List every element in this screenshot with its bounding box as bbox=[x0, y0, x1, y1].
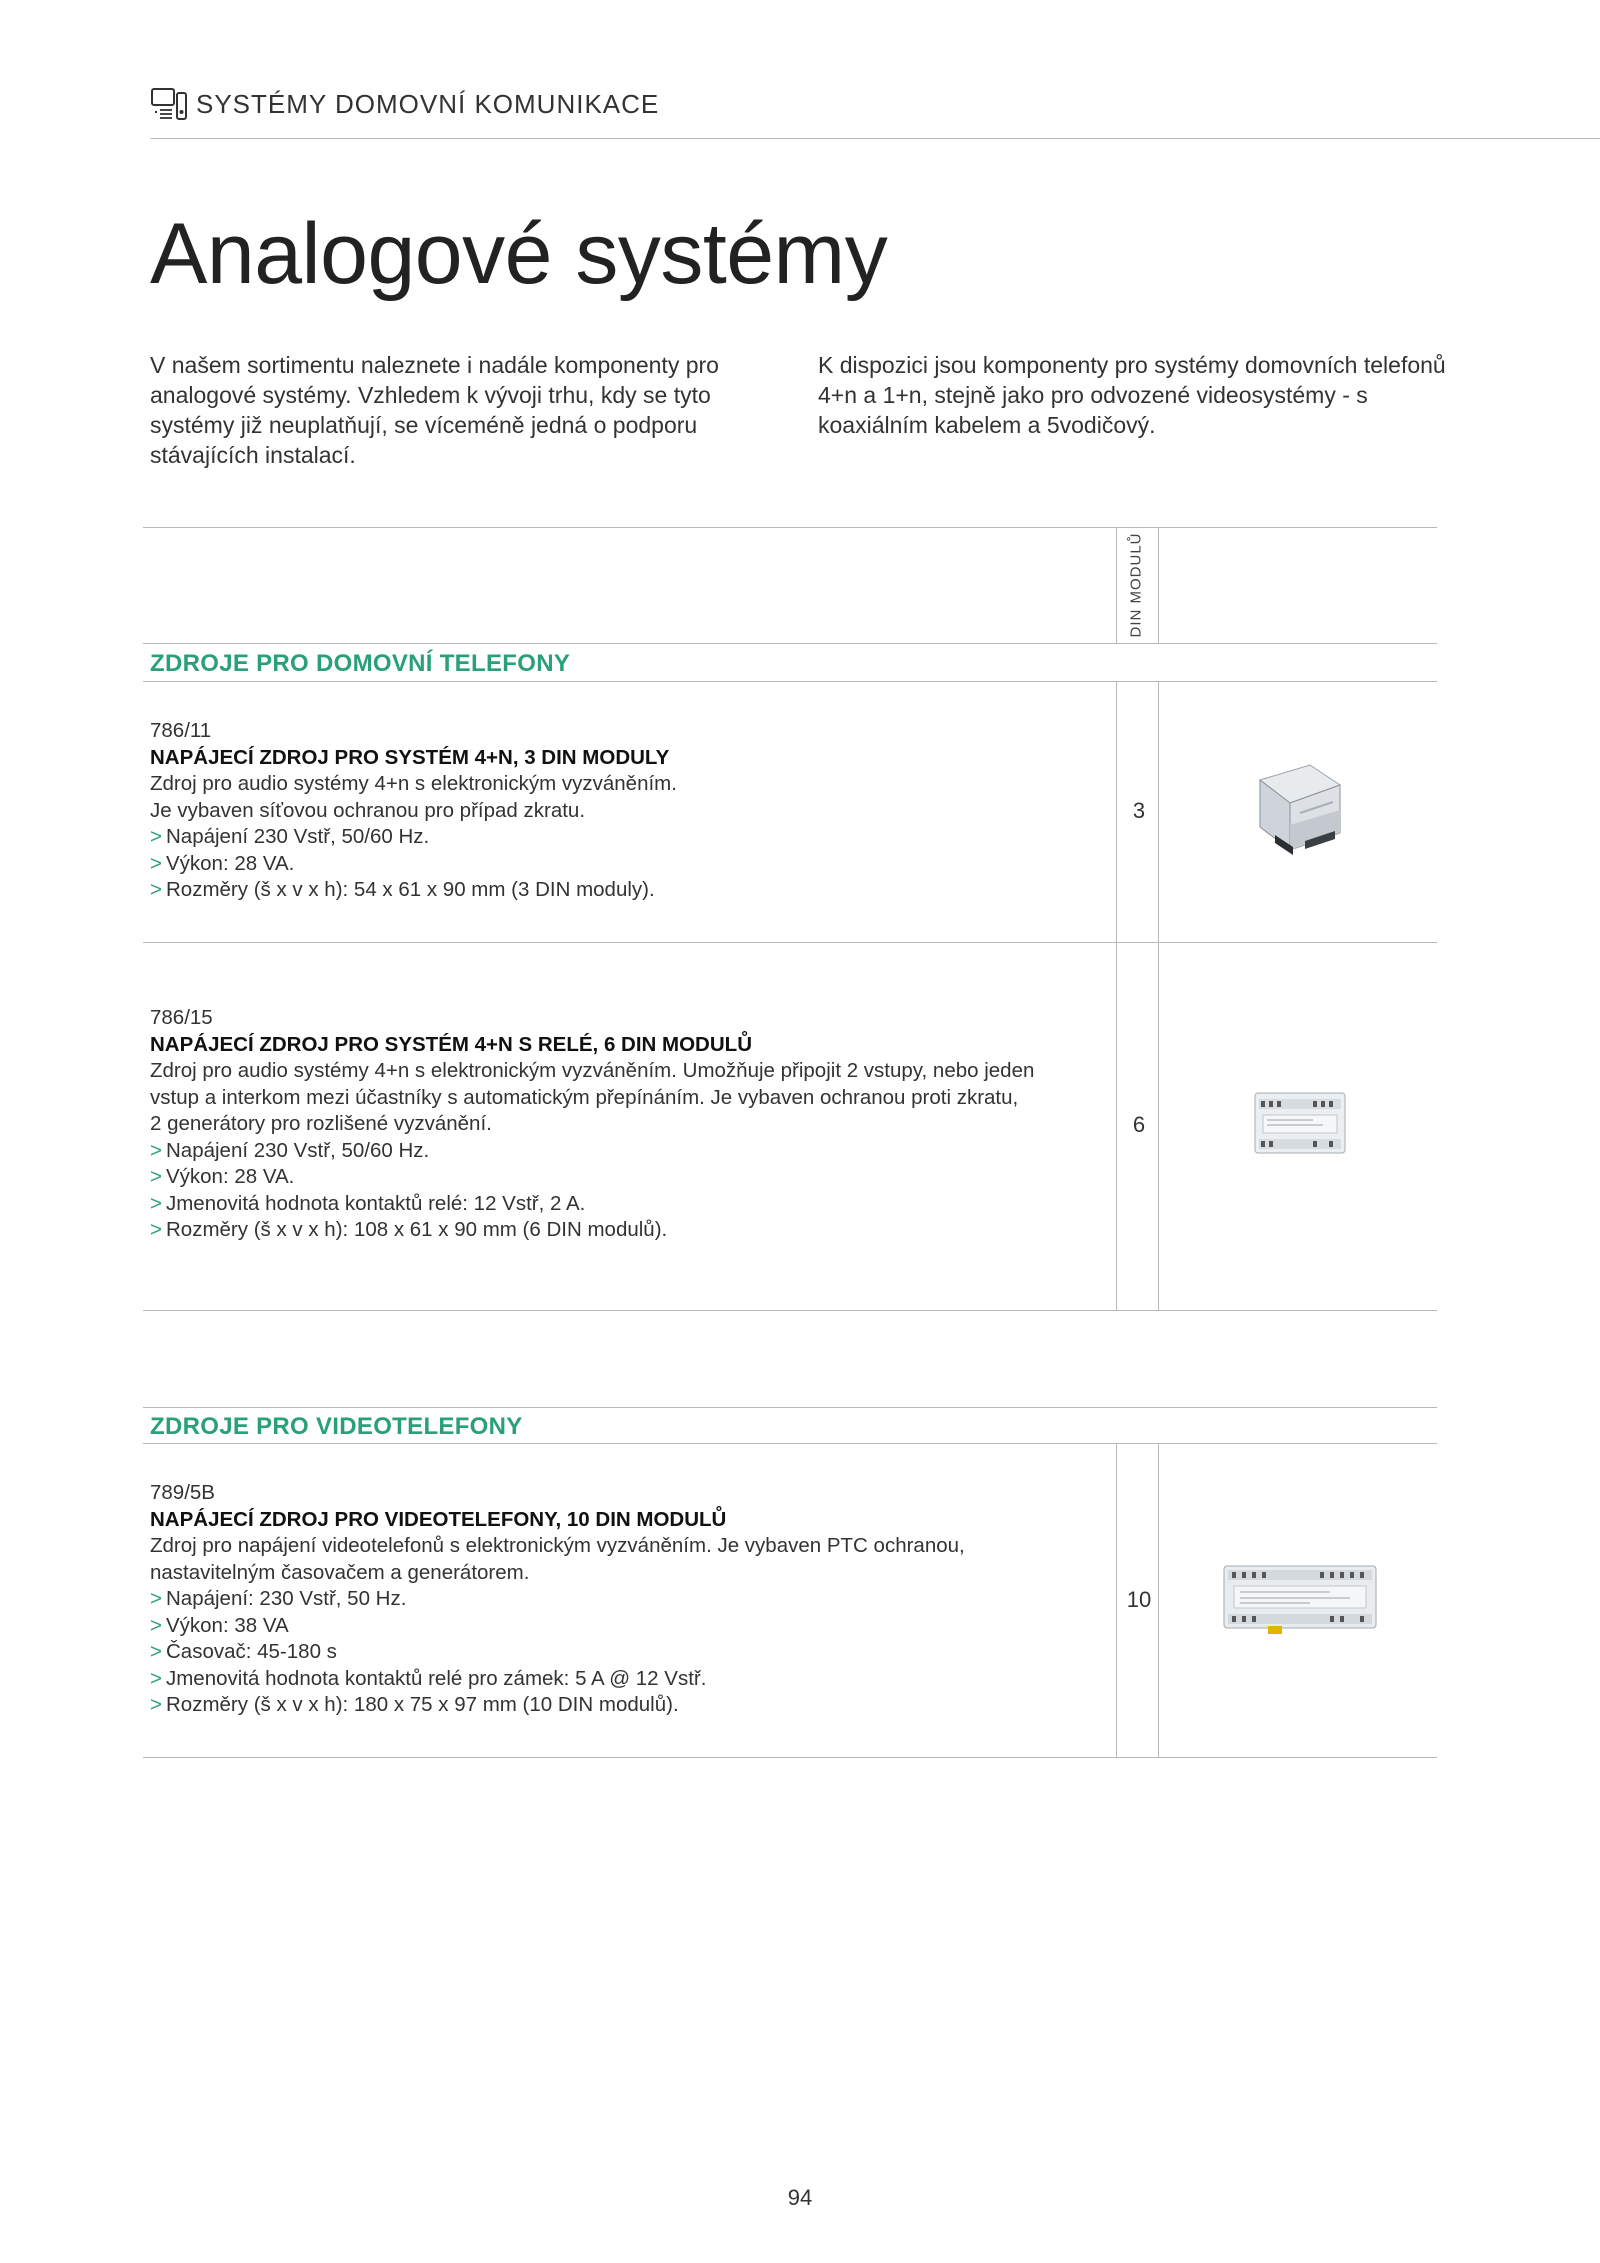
section-title-videophones: ZDROJE PRO VIDEOTELEFONY bbox=[150, 1413, 523, 1440]
spec-list bbox=[150, 824, 1080, 904]
spec-item: > Výkon: 28 VA. bbox=[150, 1165, 295, 1188]
row-1-rule bbox=[143, 942, 1437, 943]
din-count: 6 bbox=[1132, 1112, 1146, 1137]
page-header bbox=[150, 84, 659, 124]
intro-paragraph-left: V našem sortimentu naleznete i nadále komponenty pro analogové systémy. Vzhledem k vývoji trhu, kdy se tyto systémy již neuplatňují, se víceméně jedná o podporu stávajících instalací. bbox=[150, 352, 719, 468]
spec-marker: > bbox=[150, 1640, 162, 1663]
spec-marker: > bbox=[150, 1138, 162, 1162]
product-name: NAPÁJECÍ ZDROJ PRO SYSTÉM 4+N S RELÉ, 6 DIN MODULŮ bbox=[150, 1032, 752, 1056]
spec-marker: > bbox=[150, 1666, 162, 1690]
spec-item: > Rozměry (š x v x h): 180 x 75 x 97 mm (10 DIN modulů). bbox=[150, 1693, 679, 1716]
product-desc-line: 2 generátory pro rozlišené vyzvánění. bbox=[150, 1112, 492, 1135]
product-desc-line: vstup a interkom mezi účastníky s automatickým přepínáním. Je vybaven ochranou proti zkratu, bbox=[150, 1085, 1019, 1109]
spec-marker: > bbox=[150, 1587, 162, 1610]
product-786-11 bbox=[150, 718, 1080, 904]
din-count: 3 bbox=[1132, 798, 1146, 823]
product-desc-line: nastavitelným časovačem a generátorem. bbox=[150, 1560, 530, 1584]
page-number: 94 bbox=[787, 2185, 813, 2210]
spec-item: > Napájení 230 Vstř, 50/60 Hz. bbox=[150, 825, 430, 848]
table-header-rule bbox=[143, 643, 1437, 644]
product-image-786-15 bbox=[1253, 1087, 1348, 1162]
product-786-15 bbox=[150, 1005, 1080, 1244]
section-1-rule bbox=[143, 681, 1437, 682]
spec-marker: > bbox=[150, 1165, 162, 1188]
product-name: NAPÁJECÍ ZDROJ PRO SYSTÉM 4+N, 3 DIN MODULY bbox=[150, 745, 670, 769]
spec-item: > Jmenovitá hodnota kontaktů relé pro zámek: 5 A @ 12 Vstř. bbox=[150, 1666, 707, 1690]
spec-marker: > bbox=[150, 825, 162, 848]
product-image-786-11 bbox=[1245, 755, 1355, 865]
spec-item: > Rozměry (š x v x h): 108 x 61 x 90 mm (6 DIN modulů). bbox=[150, 1218, 668, 1241]
spec-marker: > bbox=[150, 1218, 162, 1241]
product-code: 786/11 bbox=[150, 719, 212, 742]
intro-paragraph-right: K dispozici jsou komponenty pro systémy domovních telefonů 4+n a 1+n, stejně jako pro odvozené videosystémy - s koaxiálním kabelem a 5vodičový. bbox=[818, 352, 1446, 438]
spec-marker: > bbox=[150, 878, 162, 901]
row-3-rule bbox=[143, 1757, 1437, 1758]
product-desc-line: Zdroj pro audio systémy 4+n s elektronickým vyzváněním. Umožňuje připojit 2 vstupy, nebo jeden bbox=[150, 1059, 1035, 1082]
din-column-right-s1 bbox=[1158, 681, 1159, 1310]
intercom-icon bbox=[150, 87, 188, 121]
spec-marker: > bbox=[150, 1613, 162, 1637]
product-desc-line: Zdroj pro audio systémy 4+n s elektronickým vyzváněním. bbox=[150, 772, 677, 795]
section-title-house-phones: ZDROJE PRO DOMOVNÍ TELEFONY bbox=[150, 650, 571, 677]
din-count: 10 bbox=[1126, 1587, 1152, 1612]
din-modules-header bbox=[1112, 530, 1160, 640]
product-789-5b bbox=[150, 1480, 1080, 1719]
spec-marker: > bbox=[150, 1693, 162, 1716]
din-modules-header-label: DIN MODULŮ bbox=[1127, 532, 1145, 638]
header-divider bbox=[150, 138, 1600, 139]
spec-item: > Napájení 230 Vstř, 50/60 Hz. bbox=[150, 1138, 430, 1162]
spec-item: > Napájení: 230 Vstř, 50 Hz. bbox=[150, 1587, 407, 1610]
section-2-top-rule bbox=[143, 1407, 1437, 1408]
page-title: Analogové systémy bbox=[150, 206, 888, 302]
din-column-left-s1 bbox=[1116, 681, 1117, 1310]
spec-marker: > bbox=[150, 1191, 162, 1215]
product-desc-line: Je vybaven síťovou ochranou pro případ zkratu. bbox=[150, 798, 586, 822]
product-desc-line: Zdroj pro napájení videotelefonů s elektronickým vyzváněním. Je vybaven PTC ochranou, bbox=[150, 1534, 965, 1557]
spec-list bbox=[150, 1138, 1080, 1244]
product-code: 789/5B bbox=[150, 1481, 215, 1504]
spec-marker: > bbox=[150, 851, 162, 875]
section-2-rule bbox=[143, 1443, 1437, 1444]
spec-item: > Časovač: 45-180 s bbox=[150, 1640, 337, 1663]
spec-list bbox=[150, 1586, 1080, 1719]
product-name: NAPÁJECÍ ZDROJ PRO VIDEOTELEFONY, 10 DIN MODULŮ bbox=[150, 1507, 727, 1531]
product-image-789-5b bbox=[1220, 1560, 1380, 1640]
product-code: 786/15 bbox=[150, 1006, 213, 1029]
section-header-label: SYSTÉMY DOMOVNÍ KOMUNIKACE bbox=[196, 88, 660, 119]
spec-item: > Jmenovitá hodnota kontaktů relé: 12 Vstř, 2 A. bbox=[150, 1191, 586, 1215]
spec-item: > Rozměry (š x v x h): 54 x 61 x 90 mm (3 DIN moduly). bbox=[150, 878, 655, 901]
spec-item: > Výkon: 28 VA. bbox=[150, 851, 295, 875]
row-2-rule bbox=[143, 1310, 1437, 1311]
spec-item: > Výkon: 38 VA bbox=[150, 1613, 289, 1637]
table-top-rule bbox=[143, 527, 1437, 528]
